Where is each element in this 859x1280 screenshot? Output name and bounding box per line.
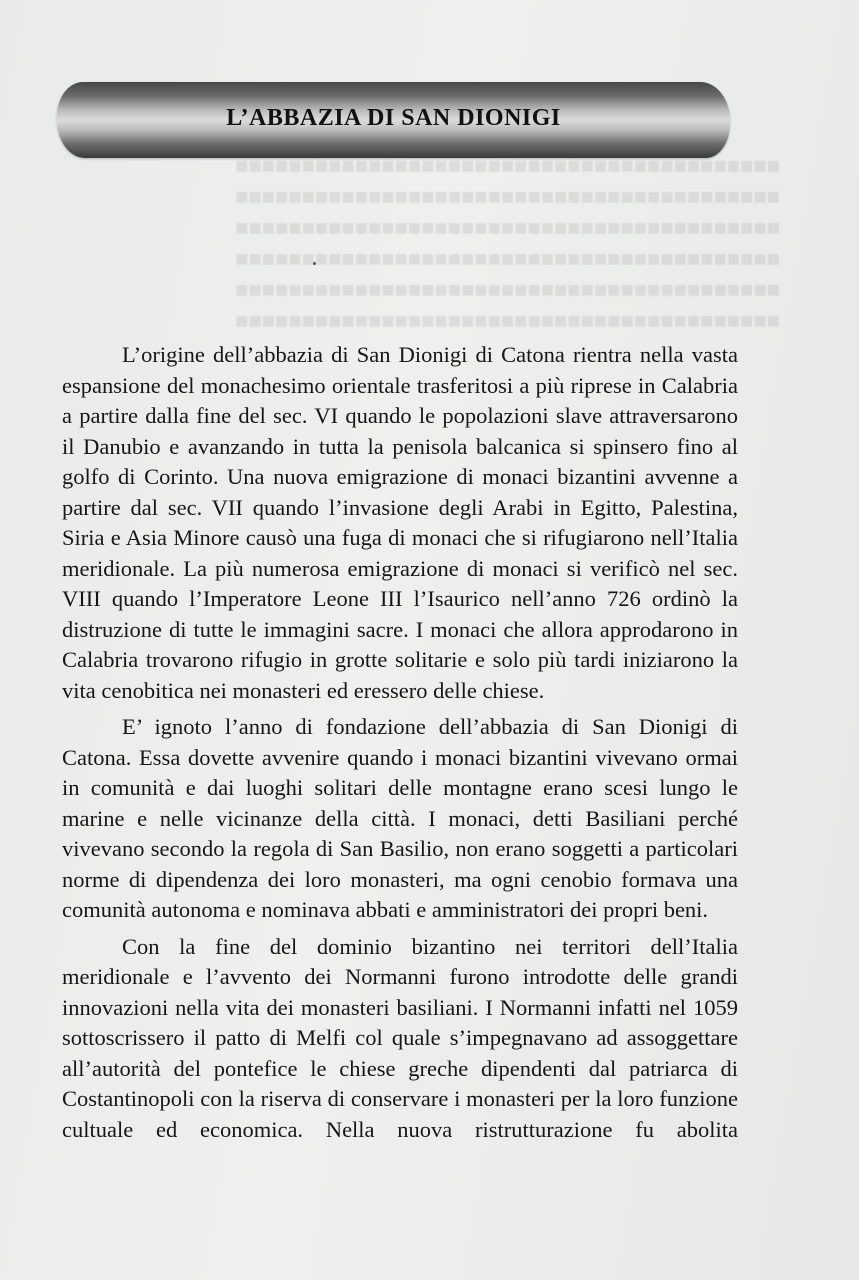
paper-speck <box>313 262 316 265</box>
chapter-title: L’ABBAZIA DI SAN DIONIGI <box>226 105 561 131</box>
paragraph: E’ ignoto l’anno di fondazione dell’abbazia di San Dionigi di Catona. Essa dovette avvenire quando i monaci bizantini vivevano ormai in comunità e dai luoghi solitari delle montagne erano scesi lungo le marine e nelle vicinanze della città. I monaci, detti Basiliani perché vivevano secondo la regola di San Basilio, non erano soggetti a particolari norme di dipendenza dei loro monasteri, ma ogni cenobio formava una comunità autonoma e nominava abbati e amministratori dei propri beni. <box>62 714 738 922</box>
body-text <box>62 340 738 1151</box>
paragraph: Con la fine del dominio bizantino nei territori dell’Italia meridionale e l’avvento dei Normanni furono introdotte delle grandi innovazioni nella vita dei monasteri basiliani. I Normanni infatti nel 1059 sottoscrissero il patto di Melfi col quale s’impegnavano ad assoggettare all’autorità del pontefice le chiese greche dipendenti dal patriarca di Costantinopoli con la riserva di conservare i monasteri per la loro funzione cultuale ed economica. Nella nuova ristrutturazione fu abolita <box>62 933 738 1142</box>
chapter-title-banner <box>57 82 730 158</box>
reverse-side-show-through: ■■■■■■■■■■■■■■■■■■■■■■■■■■■■■■■■■■■■■■■■■ ■■■■■■■■■■■■■■■■■■■■■■■■■■■■■■■■■■■■■■■■■ ■■■■■■■■■■■■■■■■■■■■■■■■■■■■■■■■■■■■■■■■■ ■■■■■■■■■■■■■■■■■■■■■■■■■■■■■■■■■■■■■■■■■ ■■■■■■■■■■■■■■■■■■■■■■■■■■■■■■■■■■■■■■■■■ ■■■■■■■■■■■■■■■■■■■■■■■■■■■■■■■■■■■■■■■■■ <box>235 153 780 333</box>
paragraph: L’origine dell’abbazia di San Dionigi di Catona rientra nella vasta espansione del monachesimo orientale trasferitosi a più riprese in Calabria a partire dalla fine del sec. VI quando le popolazioni slave attraversarono il Danubio e avanzando in tutta la penisola balcanica si spinsero fino al golfo di Corinto. Una nuova emigrazione di monaci bizantini avvenne a partire dal sec. VII quando l’invasione degli Arabi in Egitto, Palestina, Siria e Asia Minore causò una fuga di monaci che si rifugiarono nell’Italia meridionale. La più numerosa emigrazione di monaci si verificò nel sec. VIII quando l’Imperatore Leone III l’Isaurico nell’anno 726 ordinò la distruzione di tutte le immagini sacre. I monaci che allora approdarono in Calabria trovarono rifugio in grotte solitarie e solo più tardi iniziarono la vita cenobitica nei monasteri ed eressero delle chiese. <box>62 342 738 703</box>
